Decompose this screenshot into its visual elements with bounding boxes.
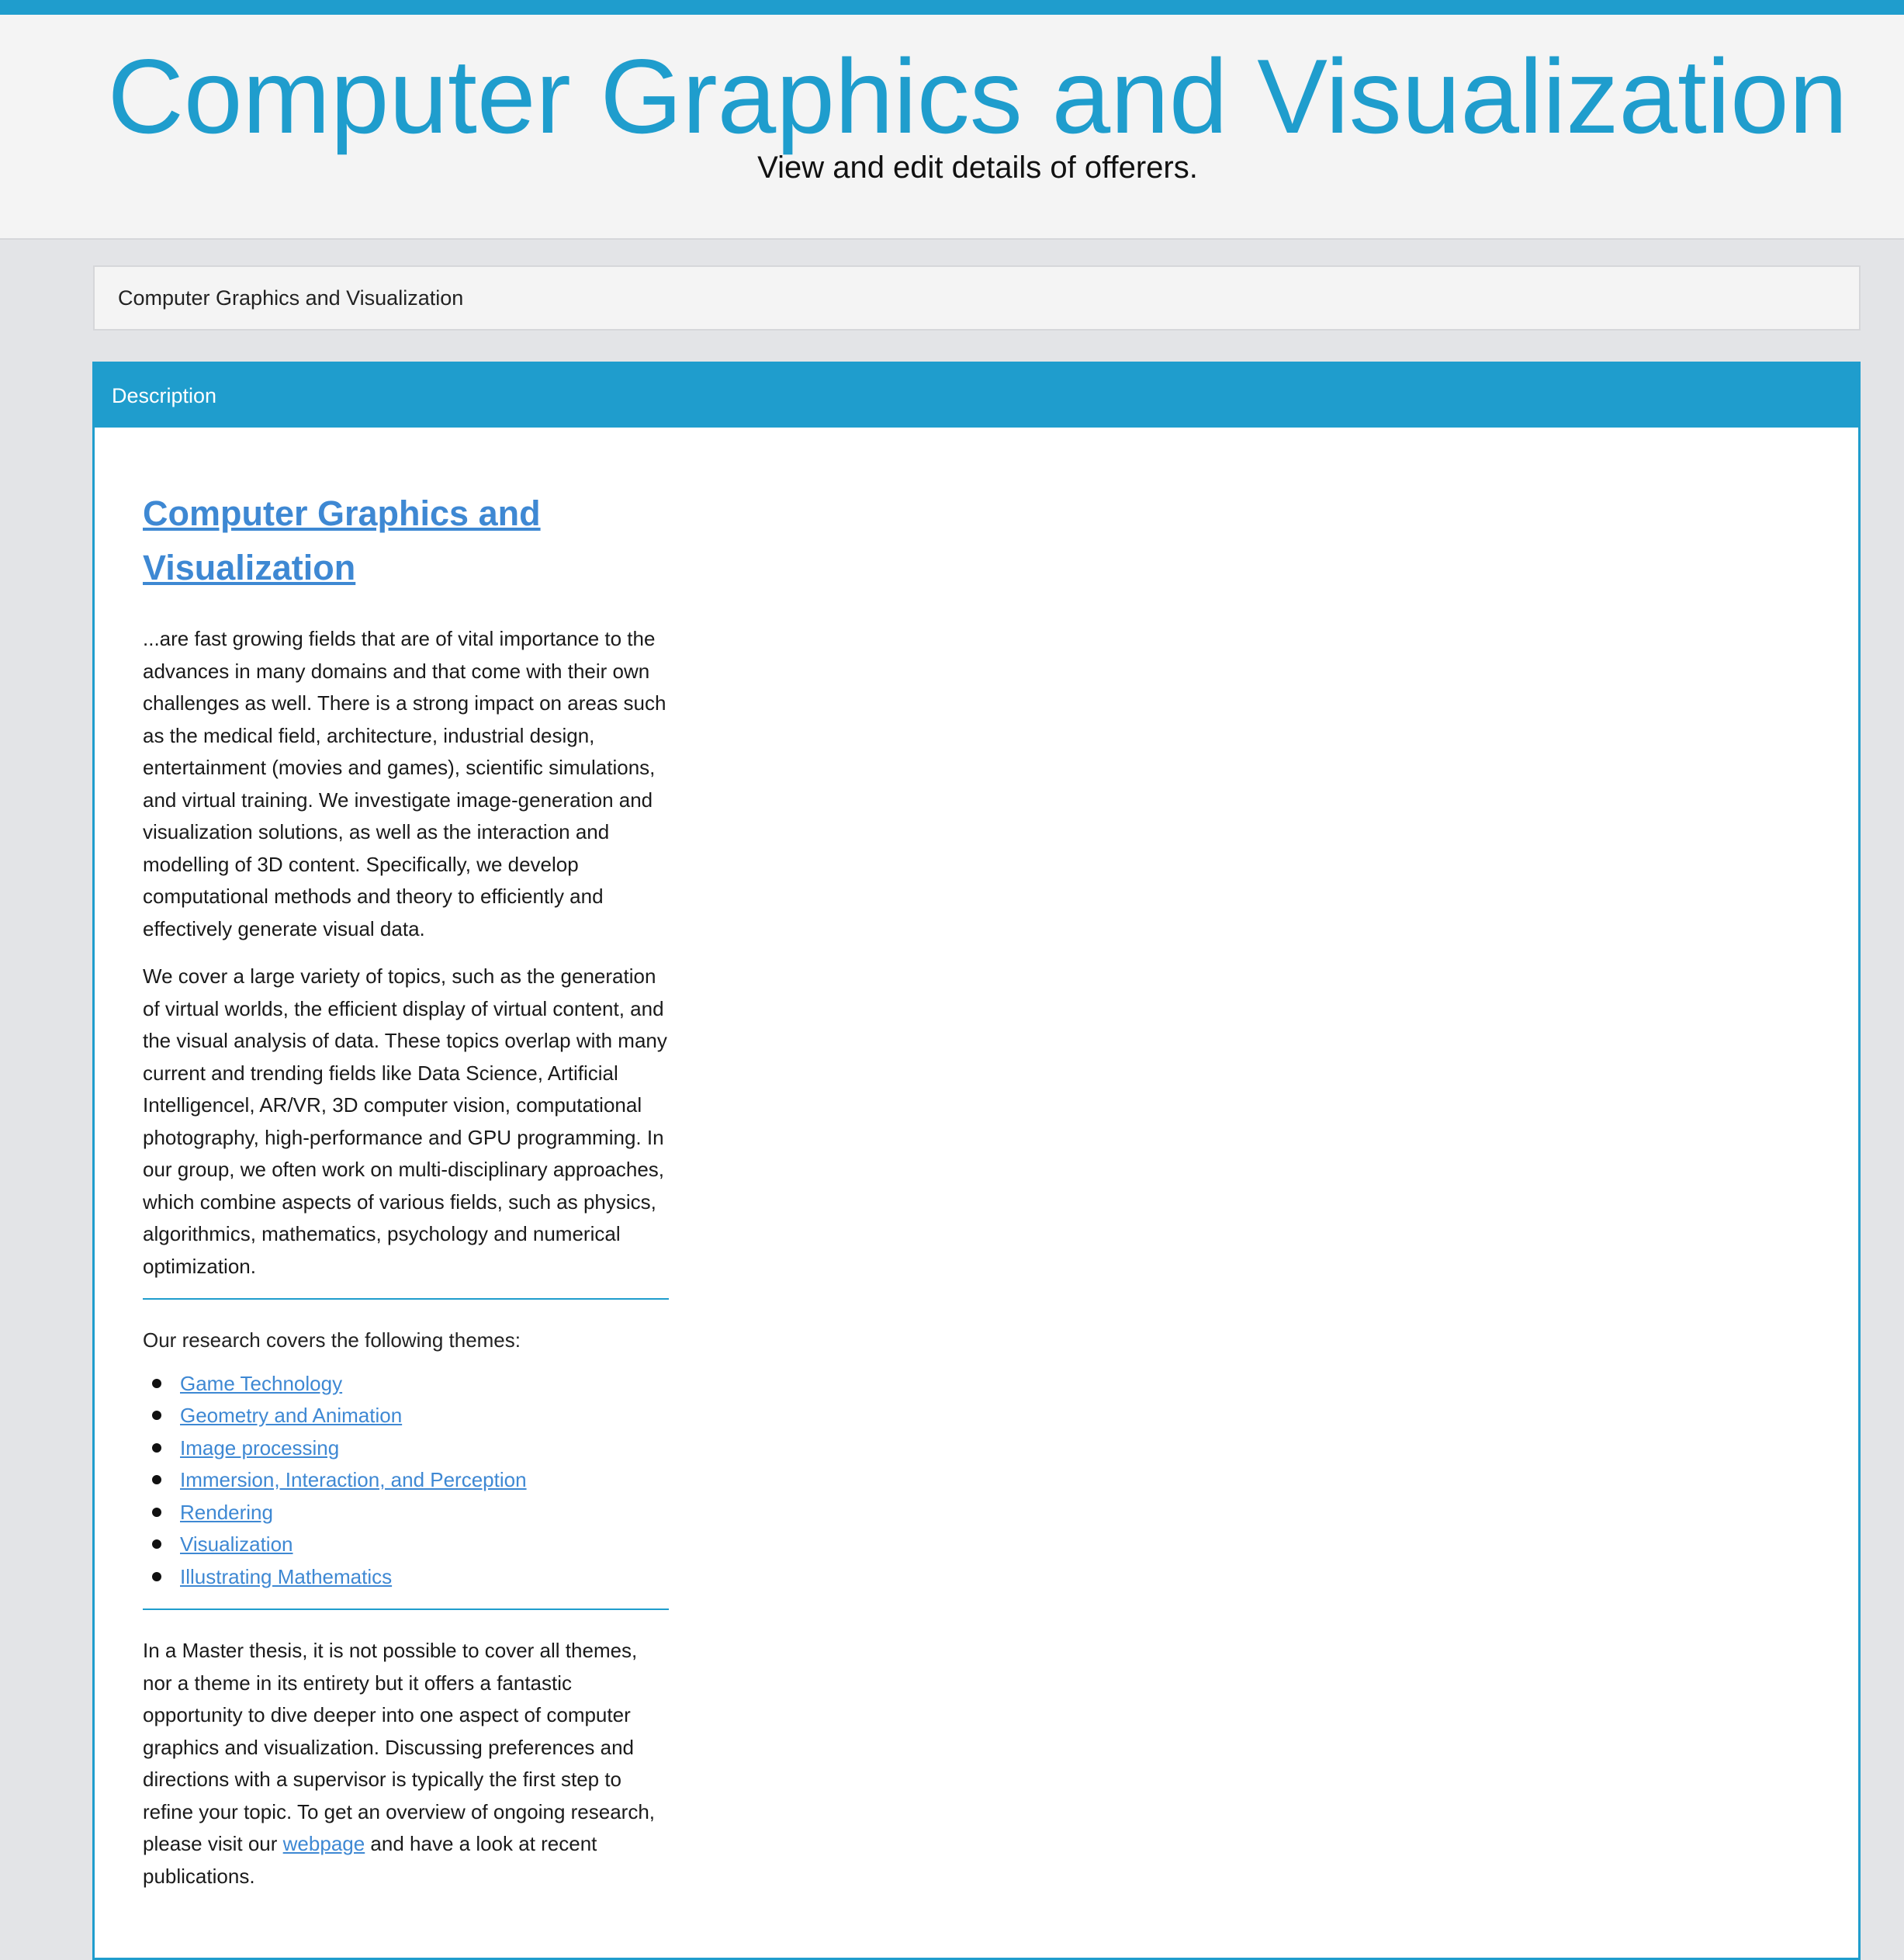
bullet-icon [152, 1508, 161, 1517]
list-item [143, 1464, 669, 1497]
divider [143, 1609, 669, 1610]
list-item [143, 1400, 669, 1432]
description-paragraph-1: ...are fast growing fields that are of vital importance to the advances in many domains and that come with their own challenges as well. There is a strong impact on areas such as the medical field, architecture, industrial design, entertainment (movies and games), scientific simulations, and virtual training. We investigate image-generation and visualization solutions, as well as the interaction and modelling of 3D content. Specifically, we develop computational methods and theory to efficiently and effectively generate visual data. [143, 627, 666, 940]
list-item [143, 1497, 669, 1529]
closing-text-after: and have a look at recent publications. [143, 1832, 597, 1888]
list-item [143, 1368, 669, 1401]
closing-paragraph [143, 1635, 669, 1892]
bullet-icon [152, 1443, 161, 1453]
bullet-icon [152, 1475, 161, 1484]
breadcrumb [93, 265, 1861, 331]
theme-link-game-technology[interactable]: Game Technology [180, 1371, 343, 1395]
list-item [143, 1432, 669, 1465]
panel-header-label: Description [112, 384, 217, 407]
panel-header [95, 364, 1858, 428]
description-paragraph-2: We cover a large variety of topics, such as the generation of virtual worlds, the efficient display of virtual content, and the visual analysis of data. These topics overlap with many current and trending fields like Data Science, Artificial Intelligencel, AR/VR, 3D computer vision, computational photography, high-performance and GPU programming. In our group, we often work on multi-disciplinary approaches, which combine aspects of various fields, such as physics, algorithmics, mathematics, psychology and numerical optimization. [143, 964, 667, 1278]
bullet-icon [152, 1572, 161, 1581]
divider [143, 1298, 669, 1300]
page-title: Computer Graphics and Visualization [107, 37, 1848, 155]
themes-list [143, 1368, 669, 1594]
closing-text-before: In a Master thesis, it is not possible to cover all themes, nor a theme in its entirety but it offers a fantastic opportunity to dive deeper into one aspect of computer graphics and visualization. Discussing preferences and directions with a supervisor is typically the first step to refine your topic. To get an overview of ongoing research, please visit our [143, 1639, 656, 1855]
themes-intro: Our research covers the following themes: [143, 1328, 521, 1352]
theme-link-geometry-animation[interactable]: Geometry and Animation [180, 1404, 403, 1427]
description-content [143, 487, 669, 1908]
bullet-icon [152, 1379, 161, 1388]
page-subtitle: View and edit details of offerers. [757, 151, 1198, 185]
theme-link-immersion[interactable]: Immersion, Interaction, and Perception [180, 1468, 527, 1491]
page-header [0, 15, 1904, 240]
webpage-link[interactable]: webpage [282, 1832, 365, 1855]
bullet-icon [152, 1539, 161, 1549]
list-item [143, 1529, 669, 1561]
theme-link-rendering[interactable]: Rendering [180, 1500, 273, 1524]
content-heading-link[interactable]: Computer Graphics and Visualization [143, 493, 541, 587]
description-panel [92, 362, 1861, 1960]
breadcrumb-current: Computer Graphics and Visualization [118, 286, 464, 310]
theme-link-illustrating-mathematics[interactable]: Illustrating Mathematics [180, 1564, 393, 1588]
theme-link-image-processing[interactable]: Image processing [180, 1435, 340, 1460]
list-item [143, 1561, 669, 1594]
theme-link-visualization[interactable]: Visualization [180, 1532, 293, 1556]
top-accent-bar [0, 0, 1904, 15]
bullet-icon [152, 1411, 161, 1420]
